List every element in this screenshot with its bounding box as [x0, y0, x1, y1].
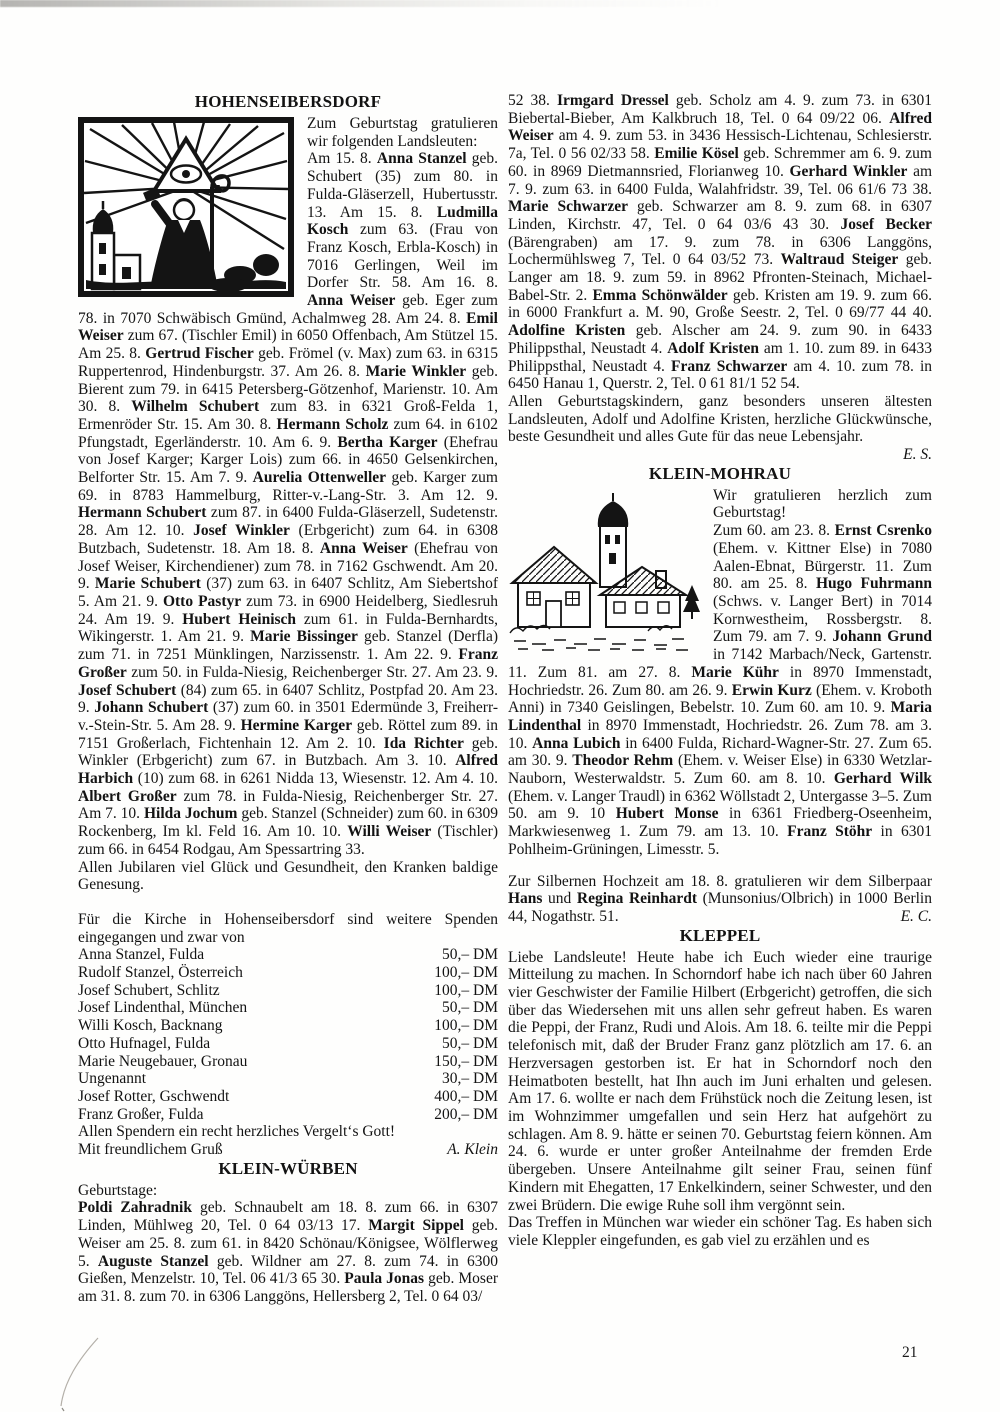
kleppel-paragraph-2: Das Treffen in München war wieder ein schöner Tag. Es haben sich viele Kleppler eingefunden, es gab viel zu erzählen und es	[508, 1214, 932, 1249]
klein-wuerben-title: KLEIN-WÜRBEN	[218, 1158, 358, 1178]
signature: A. Klein	[447, 1141, 498, 1159]
donor-name: Ungenannt	[78, 1070, 147, 1088]
donation-row	[78, 1070, 498, 1088]
donation-amount: 200,– DM	[434, 1105, 498, 1123]
hohenseibersdorf-wellwishes: Allen Jubilaren viel Glück und Gesundheit, den Kranken baldige Genesung.	[78, 858, 498, 894]
signature: E. S.	[903, 446, 932, 464]
donation-row	[78, 982, 498, 1000]
klein-wuerben-birthday-paragraph: Poldi Zahradnik geb. Schnaubelt am 18. 8. zum 66. in 6307 Linden, Mühlweg 20, Tel. 0 64 03/13 17. Margit Sippel geb. Weiser am 25. 8. zum 61. in 8420 Schönau/Königsee, Wölflerweg 5. Auguste Stanzel geb. Wildner am 27. 8. zum 74. in 6300 Gießen, Menzelstr. 10, Tel. 06 41/3 65 30. Paula Jonas geb. Moser am 31. 8. zum 70. in 6306 Langgöns, Hellersberg 2, Tel. 0 64 03/	[78, 1199, 498, 1305]
donation-thanks: Allen Spendern ein recht herzliches Vergelt‘s Gott!	[78, 1123, 396, 1141]
klein-wuerben-continued-paragraph: 52 38. Irmgard Dressel geb. Scholz am 4. 9. zum 73. in 6301 Biebertal-Bieber, Am Kalkbruch 18, Tel. 0 64 09/22 06. Alfred Weiser am 4. 9. zum 53. in 3436 Hessisch-Lichtenau, Schlesierstr. 7a, Tel. 0 56 02/33 58. Emilie Kösel geb. Schremmer am 6. 9. zum 60. in 8969 Dietmannsried, Florianweg 10. Gerhard Winkler am 7. 9. zum 63. in 6400 Fulda, Walahfridstr. 39, Tel. 06 61/6 73 38. Marie Schwarzer geb. Schwarzer am 8. 9. zum 68. in 6307 Linden, Kirchstr. 47, Tel. 0 64 03/6 43 30. Josef Becker (Bärengraben) am 17. 9. zum 78. in 6306 Langgöns, Lochermühlsweg 7, Tel. 0 64 03/52 73. Waltraud Steiger geb. Langer am 18. 9. zum 59. in 8962 Pfronten-Steinach, Michael-Babel-Str. 2. Emma Schönwälder geb. Kristen am 19. 9. zum 66. in 6000 Frankfurt a. M. 90, Große Seestr. 2, Tel. 0 69/77 44 40. Adolfine Kristen geb. Alscher am 24. 9. zum 90. in 6433 Philippsthal, Neustadt 4. Adolf Kristen am 1. 10. zum 89. in 6433 Philippsthal, Neustadt 4. Franz Schwarzer am 4. 10. zum 78. in 6450 Hanau 1, Querstr. 2, Tel. 0 61 81/1 52 54.	[508, 92, 933, 393]
section-kleppel	[508, 926, 932, 1250]
donation-row	[78, 1053, 498, 1071]
hohenseibersdorf-title: HOHENSEIBERSDORF	[194, 92, 382, 111]
donation-row	[78, 1106, 498, 1124]
donation-amount: 100,– DM	[434, 981, 498, 999]
donor-name: Marie Neugebauer, Gronau	[78, 1052, 248, 1070]
kleppel-title: KLEPPEL	[679, 925, 761, 945]
section-klein-mohrau	[508, 464, 932, 926]
kleppel-paragraph-1: Liebe Landsleute! Heute habe ich Euch wieder eine traurige Mitteilung zu machen. In Schorndorf habe ich nach über 60 Jahren vier Geschwister der Familie Hilbert (Erbgericht) getroffen, die sich über das Wiedersehen mit uns allen sehr gefreut haben. Es waren die Peppi, der Franz, Rudi und Alois. Am 18. 6. teilte mir die Peppi telefonisch mit, daß der Bruder Franz ganz plötzlich am 17. 6. an Herzversagen gestorben ist. Er hat in Schorndorf noch den Heimatboten bestellt, hat Ihn auch im Juni erhalten und gelesen. Am 17. 6. wollte er nach dem Frühstück noch die Zeitung lesen, ist im Wohnzimmer umgefallen und sein Herz hat aufgehört zu schlagen. Am 8. 9. hätte er seinen 70. Geburtstag feiern können. Am 24. 6. wurde er unter großer Anteilnahme der fremden Erde übergeben. Unsere Anteilnahme gilt seiner Frau, seinen fünf Kindern mit Ehegatten, 17 Enkelkindern, seiner Schwester, und den zwei Brüdern. Die ewige Ruhe soll ihm vergönnt sein.	[508, 948, 932, 1214]
donation-row	[78, 1035, 498, 1053]
donation-list	[78, 946, 498, 1123]
two-column-layout	[78, 92, 932, 1306]
donation-row	[78, 1017, 498, 1035]
donor-name: Rudolf Stanzel, Österreich	[78, 964, 243, 982]
donor-name: Josef Schubert, Schlitz	[78, 981, 220, 999]
donor-name: Anna Stanzel, Fulda	[78, 946, 205, 964]
silver-wedding-paragraph: Zur Silbernen Hochzeit am 18. 8. gratulieren wir dem Silberpaar Hans und Regina Reinhardt (Munsonius/Olbrich) in 1000 Berlin 44, Nogathstr. 51.	[508, 872, 932, 925]
klein-mohrau-village-image	[508, 491, 700, 653]
donation-row	[78, 1088, 498, 1106]
donor-name: Willi Kosch, Backnang	[78, 1017, 223, 1035]
klein-mohrau-title: KLEIN-MOHRAU	[648, 463, 792, 483]
klein-wuerben-subtitle: Geburtstage:	[78, 1181, 158, 1199]
donation-amount: 50,– DM	[442, 1034, 498, 1052]
donation-amount: 50,– DM	[442, 999, 498, 1017]
donation-row	[78, 964, 498, 982]
donation-row	[78, 946, 498, 964]
donation-amount: 150,– DM	[434, 1052, 498, 1070]
signature: E. C.	[900, 907, 932, 925]
hohenseibersdorf-intro: Zum Geburtstag gratulieren wir folgenden Landsleuten:	[307, 115, 498, 150]
closing-line	[78, 1141, 498, 1159]
hohenseibersdorf-birthday-paragraph: Am 15. 8. Anna Stanzel geb. Schubert (35) zum 80. in Fulda-Gläserzell, Hubertusstr. 13. Am 15. 8. Ludmilla Kosch zum 63. (Frau von Franz Kosch, Erbla-Kosch) in 7016 Gerlingen, Weil im Dorfer Str. 58. Am 16. 8. Anna Weiser geb. Eger zum 78. in 7070 Schwäbisch Gmünd, Achalmweg 28. Am 24. 8. Emil Weiser zum 67. (Tischler Emil) in 6050 Offenbach, Am Stützel 15. Am 25. 8. Gertrud Fischer geb. Frömel (v. Max) zum 63. in 6315 Ruppertenrod, Hindenburgstr. 37. Am 26. 8. Marie Winkler geb. Bierent zum 79. in 6415 Petersberg-Götzenhof, Marienstr. 10. Am 30. 8. Wilhelm Schubert zum 83. in 6321 Groß-Felda 1, Ermenröder Str. 15. Am 30. 8. Hermann Scholz zum 64. in 6102 Pfungstadt, Egerländerstr. 10. Am 6. 9. Bertha Karger (Ehefrau von Josef Karger; Karger Lois) zum 66. in 4650 Gelsenkirchen, Belforter Str. 15. Am 7. 9. Aurelia Ottenweller geb. Karger zum 69. in 8783 Hammelburg, Ritter-v.-Lang-Str. 3. Am 12. 9. Hermann Schubert zum 87. in 6400 Fulda-Gläserzell, Sudetenstr. 28. Am 12. 10. Josef Winkler (Erbgericht) zum 64. in 6308 Butzbach, Sudetenstr. 18. Am 18. 8. Anna Weiser (Ehefrau von Josef Weiser, Kirchendiener) zum 78. in 7162 Gschwendt. Am 20. 9. Marie Schubert (37) zum 63. in 6407 Schlitz, Am Siebertshof 5. Am 21. 9. Otto Pastyr zum 73. in 6900 Heidelberg, Siedlesruh 24. Am 19. 9. Hubert Heinisch zum 61. in Fulda-Bernhardts, Wikingerstr. 1. Am 21. 9. Marie Bissinger geb. Stanzel (Derfla) zum 71. in 7251 Münklingen, Narzissenstr. 1. Am 22. 9. Franz Großer zum 50. in Fulda-Niesig, Reichenberger Str. 27. Am 23. 9. Josef Schubert (84) zum 65. in 6407 Schlitz, Postpfad 20. Am 23. 9. Johann Schubert (37) zum 60. in 3501 Edermünde 3, Freiherr-v.-Stein-Str. 5. Am 28. 9. Hermine Karger geb. Röttel zum 89. in 7151 Großerlach, Fichtenhain 12. Am 2. 10. Ida Richter geb. Winkler (Erbgericht) zum 67. in Butzbach. Am 3. 10. Alfred Harbich (10) zum 68. in 6261 Nidda 13, Wiesenstr. 12. Am 4. 10. Albert Großer zum 78. in Fulda-Niesig, Reichenberger Str. 27. Am 7. 10. Hilda Jochum geb. Stanzel (Schneider) zum 60. in 6309 Rockenberg, Im kl. Feld 16. Am 10. 10. Willi Weiser (Tischler) zum 66. in 6454 Rodgau, Am Spessartring 33.	[78, 150, 499, 858]
donation-amount: 100,– DM	[434, 964, 498, 982]
right-column	[508, 92, 932, 1306]
closing-text: Mit freundlichem Gruß	[78, 1141, 223, 1159]
klein-wuerben-greeting: Allen Geburtstagskindern, ganz besonders unseren ältesten Landsleuten, Adolf und Adolfine Kristen, herzliche Glückwünsche, beste Gesundheit und alles Gute für das neue Lebensjahr.	[508, 392, 932, 446]
section-klein-wuerben	[78, 1159, 498, 1306]
donor-name: Franz Großer, Fulda	[78, 1105, 204, 1123]
donation-intro: Für die Kirche in Hohenseibersdorf sind weitere Spenden eingegangen und zwar von	[78, 910, 498, 946]
klein-mohrau-intro: Wir gratulieren herzlich zum Geburtstag!	[713, 486, 932, 522]
scan-edge-artifact	[0, 0, 760, 7]
donation-amount: 100,– DM	[434, 1017, 498, 1035]
page-number: 21	[902, 1344, 918, 1361]
left-column	[78, 92, 498, 1306]
donation-row	[78, 999, 498, 1017]
hohenseibersdorf-woodcut-image	[78, 117, 294, 297]
section-klein-wuerben-continued	[508, 92, 932, 464]
donor-name: Josef Rotter, Gschwendt	[78, 1087, 230, 1105]
section-hohenseibersdorf	[78, 92, 498, 1159]
donation-amount: 50,– DM	[442, 946, 498, 964]
donation-amount: 30,– DM	[442, 1070, 498, 1088]
scan-curve-artifact	[40, 1330, 120, 1412]
donor-name: Otto Hufnagel, Fulda	[78, 1034, 211, 1052]
klein-mohrau-birthday-paragraph: Zum 60. am 23. 8. Ernst Csrenko (Ehem. v. Kittner Else) in 7080 Aalen-Ebnat, Bürgerstr. 11. Zum 80. am 25. 8. Hugo Fuhrmann (Schws. v. Langer Bert) in 7014 Kornwestheim, Rossbergstr. 8. Zum 79. am 7. 9. Johann Grund in 7142 Marbach/Neck, Gartenstr. 11. Zum 81. am 27. 8. Marie Kühr in 8970 Immenstadt, Hochriedstr. 26. Zum 80. am 26. 9. Erwin Kurz (Ehem. v. Kroboth Anni) in 7340 Geislingen, Bebelstr. 10. Zum 60. am 10. 9. Maria Lindenthal in 8970 Immenstadt, Hochriedstr. 26. Zum 78. am 3. 10. Anna Lubich in 6400 Fulda, Richard-Wagner-Str. 27. Zum 65. am 30. 9. Theodor Rehm (Ehem. v. Weiser Else) in 6330 Wetzlar-Nauborn, Westerwaldstr. 5. Zum 60. am 8. 10. Gerhard Wilk (Ehem. v. Langer Traudl) in 6362 Wöllstadt 2, Untergasse 3–5. Zum 50. am 9. 10 Hubert Monse in 6361 Friedberg-Oseenheim, Markwiesenweg 1. Zum 79. am 13. 10. Franz Stöhr in 6301 Pohlheim-Grüningen, Limesstr. 5.	[508, 522, 933, 858]
donor-name: Josef Lindenthal, München	[78, 999, 248, 1017]
donation-amount: 400,– DM	[434, 1087, 498, 1105]
